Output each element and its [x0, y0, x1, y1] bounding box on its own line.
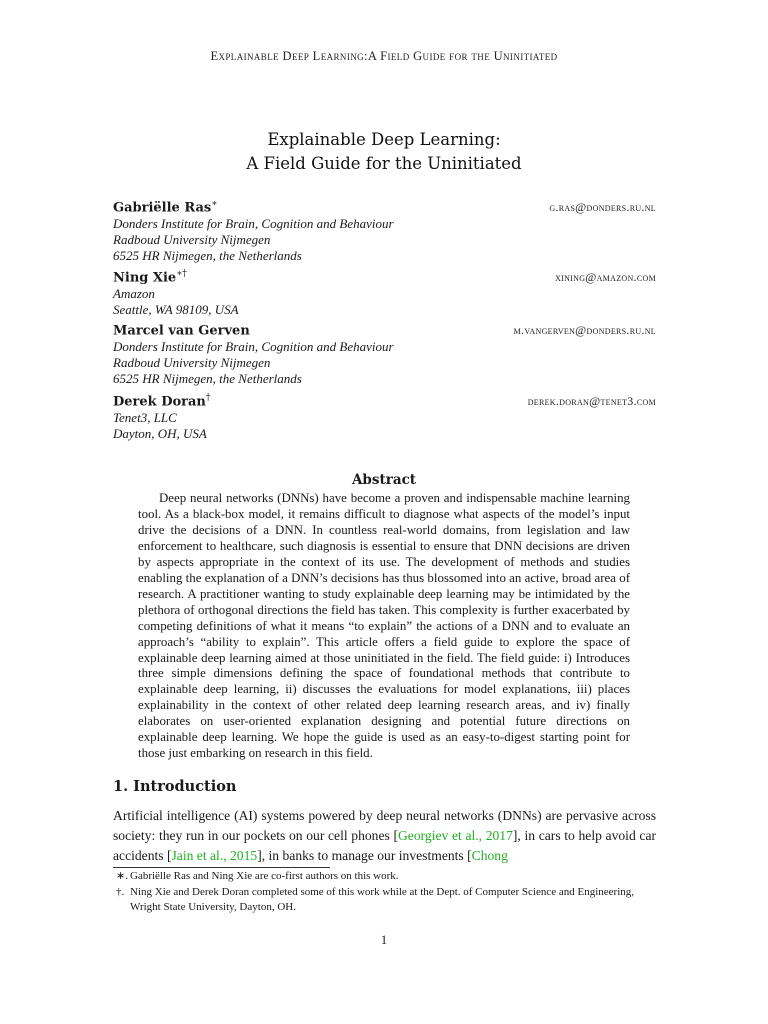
affiliation-line: Amazon	[113, 286, 155, 302]
footnote-mark: †.	[116, 885, 125, 898]
author-marks: †	[205, 393, 211, 403]
abstract-text: Deep neural networks (DNNs) have become a proven and indispensable machine learning tool. As a black-box model, it remains difficult to diagnose what aspects of the model’s input drive the decisions of a DNN. In countless real-world domains, from legislation and law enforcement to healthcare, such diagnosis is essential to ensure that DNN decisions are driven by aspects appropriate in the context of its use. The development of methods and studies enabling the explanation of a DNN’s decisions has thus blossomed into an active, broad area of research. A practitioner wanting to study explainable deep learning may be intimidated by the plethora of orthogonal directions the field has taken. This complexity is further exacerbated by competing definitions of what it means “to explain” the actions of a DNN and to evaluate an approach’s “ability to explain”. This article offers a field guide to explore the space of explainable deep learning aimed at those uninitiated in the field. The field guide: i) Introduces three simple dimensions defining the space of foundational methods that contribute to explainable deep learning, ii) discusses the evaluations for model explanations, iii) places explainability in the context of other related deep learning research areas, and iv) finally elaborates on user-oriented explanation designing and potential future directions on explainable deep learning. We hope the guide is used as an easy-to-digest starting point for those just embarking on research in this field.	[138, 491, 630, 761]
section-heading-introduction: 1. Introduction	[113, 778, 237, 795]
page-number: 1	[380, 933, 388, 947]
author-name: Ning Xie∗†	[113, 269, 187, 286]
author-block-xie	[113, 266, 656, 318]
author-marks: ∗	[211, 199, 218, 209]
author-email[interactable]: g.ras@donders.ru.nl	[549, 200, 656, 215]
footnote	[113, 869, 658, 885]
introduction-paragraph: Artificial intelligence (AI) systems powered by deep neural networks (DNNs) are pervasive across society: they run in our pockets on our cell phones [Georgiev et al., 2017], in cars to help avoid car accidents [Jain et al., 2015], in banks to manage our investments [Chong	[113, 808, 657, 863]
affiliation-line: Dayton, OH, USA	[113, 426, 207, 442]
footnote	[113, 885, 658, 916]
affiliation-line: Donders Institute for Brain, Cognition and Behaviour	[113, 339, 394, 355]
author-block-ras	[113, 196, 656, 264]
affiliation-line: 6525 HR Nijmegen, the Netherlands	[113, 247, 302, 263]
affiliation-line: Donders Institute for Brain, Cognition and Behaviour	[113, 216, 394, 232]
abstract-heading: Abstract	[351, 472, 417, 488]
running-head: Explainable Deep Learning:A Field Guide for the Uninitiated	[210, 49, 558, 63]
author-name: Derek Doran†	[113, 393, 211, 410]
citation-link[interactable]: Chong	[471, 847, 508, 863]
author-email[interactable]: xining@amazon.com	[555, 270, 656, 285]
citation-link[interactable]: Jain et al., 2015	[171, 847, 258, 863]
title-line-1: Explainable Deep Learning:	[267, 130, 501, 149]
citation-link[interactable]: Georgiev et al., 2017	[397, 827, 513, 843]
author-block-van-gerven	[113, 319, 656, 387]
author-name: Gabriëlle Ras∗	[113, 199, 218, 216]
footnote-text: Gabriëlle Ras and Ning Xie are co-first authors on this work.	[130, 870, 399, 882]
affiliation-line: 6525 HR Nijmegen, the Netherlands	[113, 370, 302, 386]
affiliation-line: Seattle, WA 98109, USA	[113, 302, 239, 318]
paper-title	[0, 128, 768, 176]
title-line-2: A Field Guide for the Uninitiated	[246, 154, 522, 173]
author-name: Marcel van Gerven	[113, 323, 250, 339]
author-block-doran	[113, 390, 656, 442]
author-email[interactable]: m.vangerven@donders.ru.nl	[513, 323, 656, 338]
author-marks: ∗†	[176, 269, 187, 279]
footnote-text: Ning Xie and Derek Doran completed some of this work while at the Dept. of Computer Science and Engineering, Wright State University, Dayton, OH.	[130, 885, 635, 913]
footnotes	[113, 869, 658, 916]
affiliation-line: Radboud University Nijmegen	[113, 232, 271, 248]
affiliation-line: Radboud University Nijmegen	[113, 355, 271, 371]
footnote-mark: ∗.	[116, 870, 128, 882]
author-email[interactable]: derek.doran@tenet3.com	[527, 394, 656, 409]
footnote-divider	[113, 867, 330, 868]
affiliation-line: Tenet3, LLC	[113, 410, 177, 426]
